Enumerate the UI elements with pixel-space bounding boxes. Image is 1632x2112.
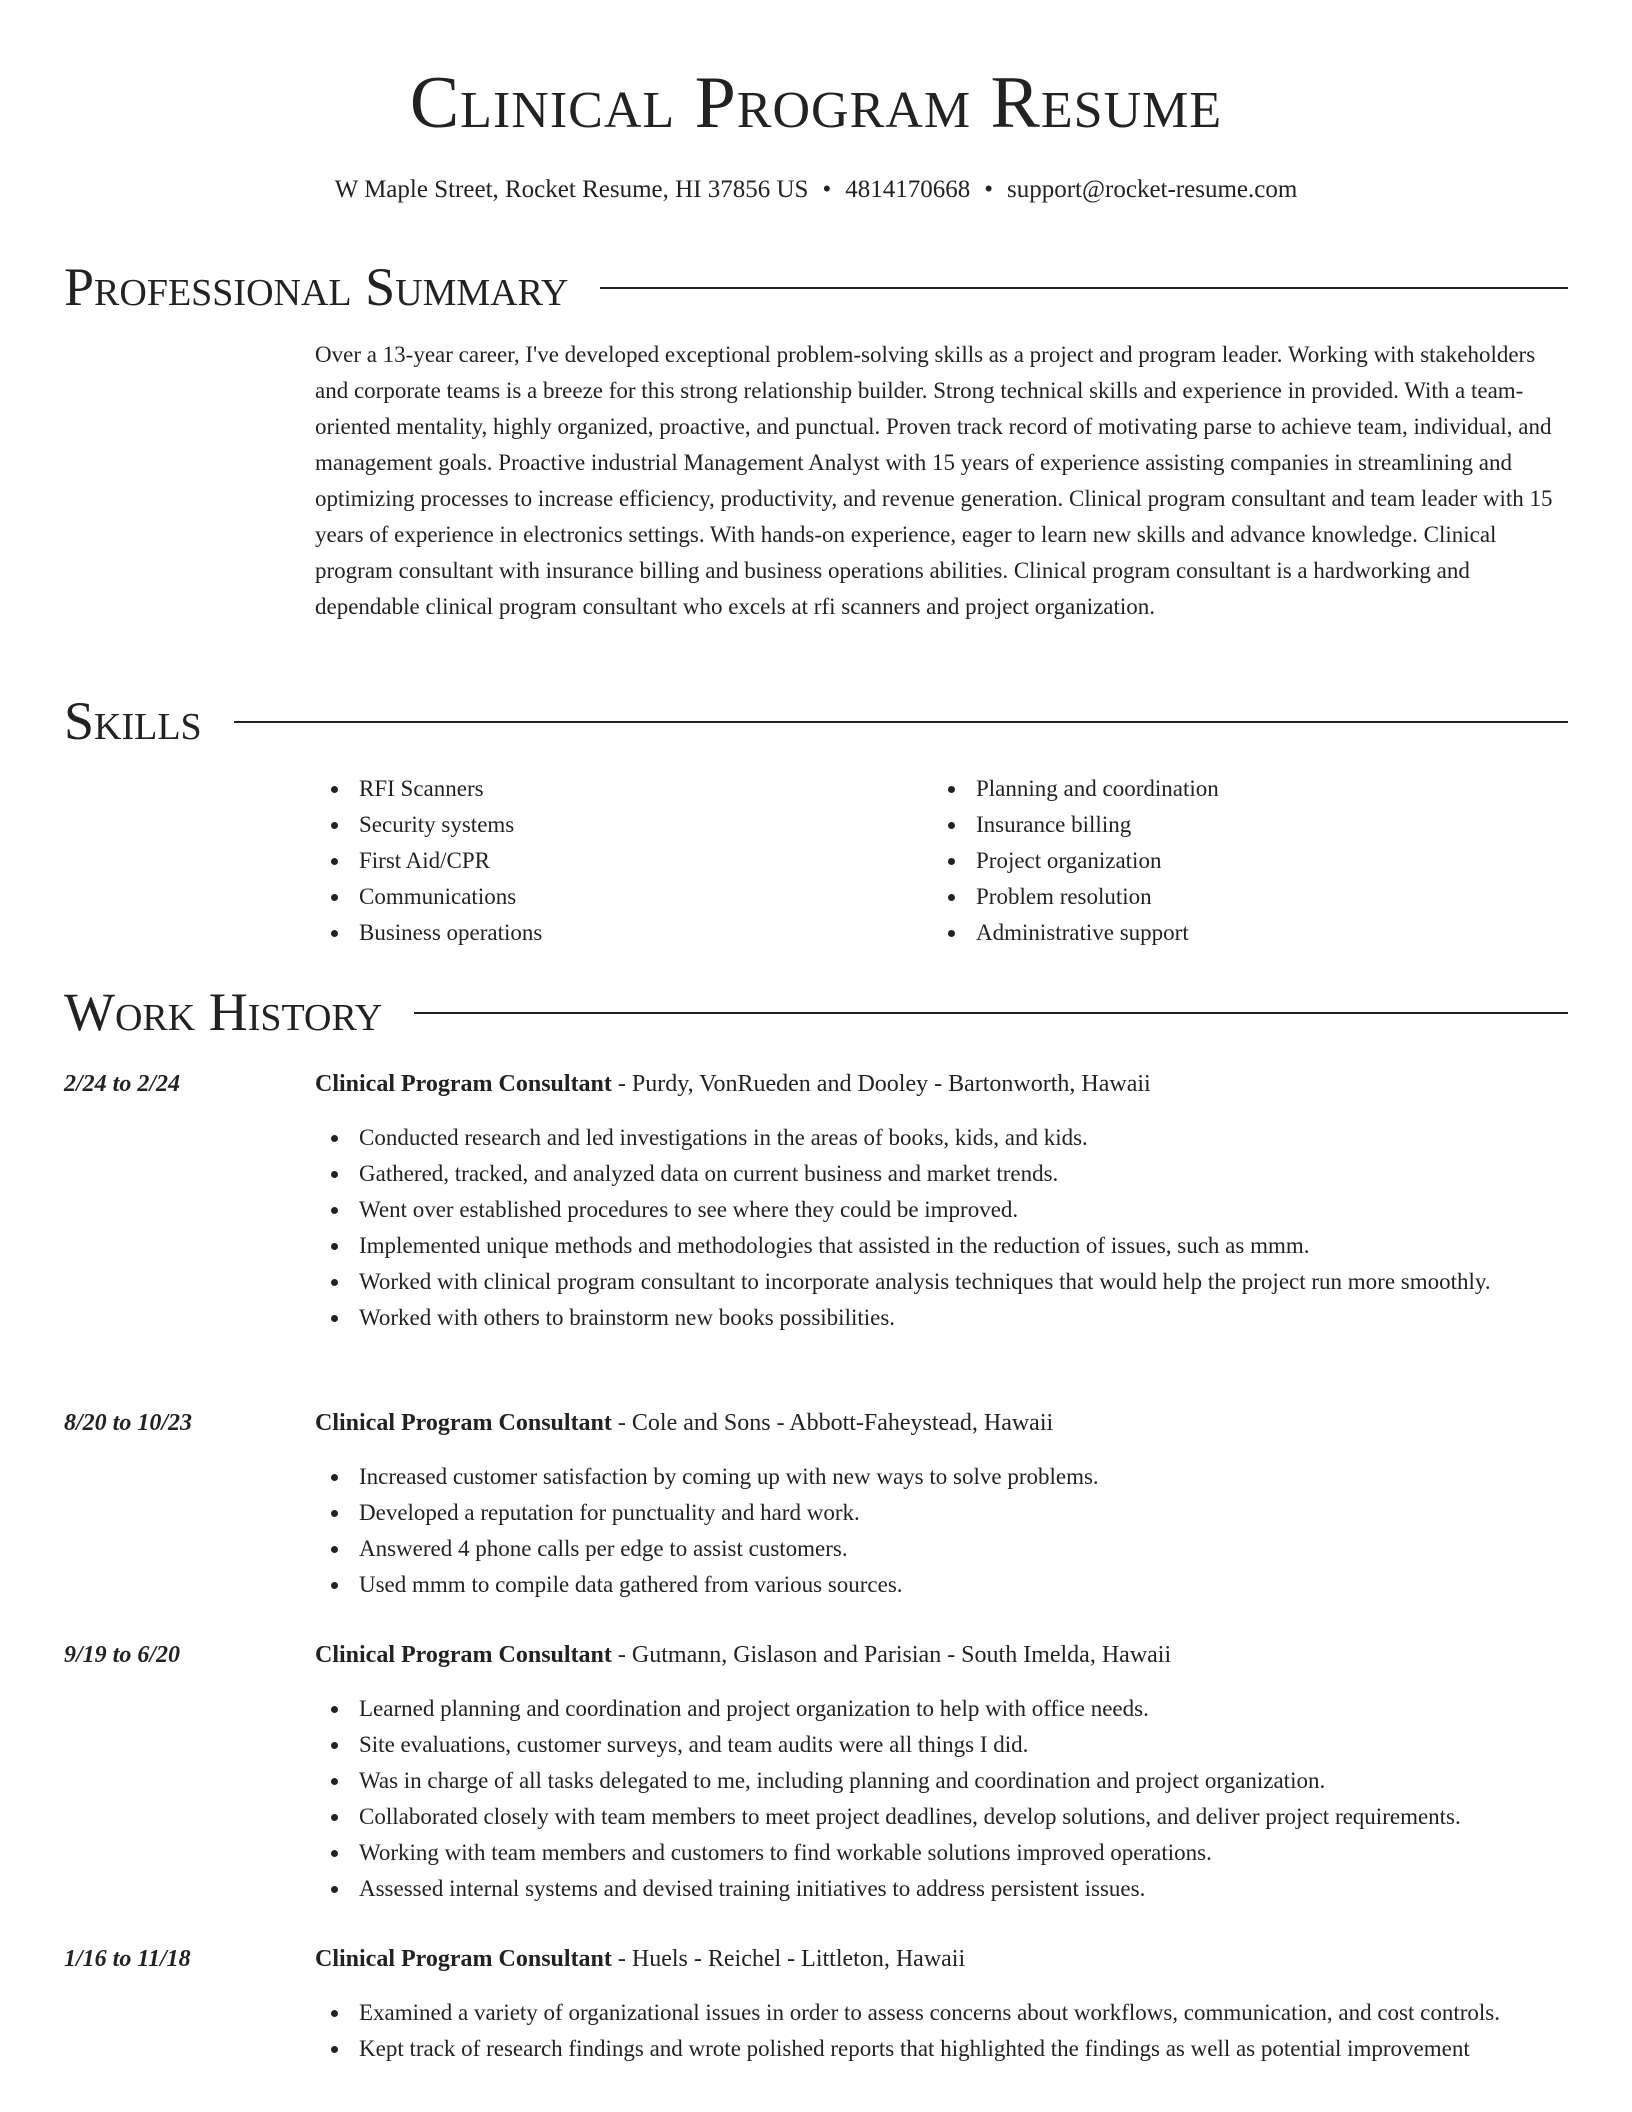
skill-item: Administrative support bbox=[932, 915, 1549, 951]
job-bullet: Increased customer satisfaction by coming up with new ways to solve problems. bbox=[315, 1459, 1568, 1495]
job-bullet: Collaborated closely with team members to meet project deadlines, develop solutions, and deliver project requirements. bbox=[315, 1799, 1568, 1835]
skill-item: First Aid/CPR bbox=[315, 843, 932, 879]
section-title-work: Work History bbox=[64, 982, 383, 1042]
job-employer: - Gutmann, Gislason and Parisian - South Imelda, Hawaii bbox=[611, 1642, 1172, 1668]
job-title: Clinical Program Consultant bbox=[315, 1642, 612, 1668]
phone: 4814170668 bbox=[845, 176, 971, 203]
skill-item: Project organization bbox=[932, 843, 1549, 879]
job-title: Clinical Program Consultant bbox=[315, 1946, 612, 1972]
skills-section-header bbox=[64, 688, 1568, 754]
job-dates: 2/24 to 2/24 bbox=[64, 1071, 181, 1097]
job-heading bbox=[315, 1405, 1053, 1441]
summary-section-header bbox=[64, 254, 1568, 320]
summary-text: Over a 13-year career, I've developed exceptional problem-solving skills as a project and program leader. Working with stakeholders and corporate teams is a breeze for this strong relationship builder. Strong technical skills and experience in provided. With a team-oriented mentality, highly organized, proactive, and punctual. Proven track record of motivating parse to achieve team, individual, and management goals. Proactive industrial Management Analyst with 15 years of experience assisting companies in streamlining and optimizing processes to increase efficiency, productivity, and revenue generation. Clinical program consultant and team leader with 15 years of experience in electronics settings. With hands-on experience, eager to learn new skills and advance knowledge. Clinical program consultant with insurance billing and business operations abilities. Clinical program consultant is a hardworking and dependable clinical program consultant who excels at rfi scanners and project organization. bbox=[315, 342, 1553, 619]
separator: • bbox=[984, 176, 993, 203]
job-bullet: Worked with others to brainstorm new books possibilities. bbox=[315, 1300, 1568, 1336]
job-bullet: Used mmm to compile data gathered from various sources. bbox=[315, 1567, 1568, 1603]
section-title-skills: Skills bbox=[64, 691, 202, 751]
job-heading bbox=[315, 1941, 965, 1977]
skills-list bbox=[315, 771, 1568, 951]
job-bullet: Developed a reputation for punctuality and hard work. bbox=[315, 1495, 1568, 1531]
job-bullet: Assessed internal systems and devised training initiatives to address persistent issues. bbox=[315, 1871, 1568, 1907]
job-bullet: Worked with clinical program consultant to incorporate analysis techniques that would help the project run more smoothly. bbox=[315, 1264, 1568, 1300]
section-title-summary: Professional Summary bbox=[64, 257, 569, 317]
job-employer: - Cole and Sons - Abbott-Faheystead, Hawaii bbox=[611, 1410, 1054, 1436]
job-bullet: Was in charge of all tasks delegated to me, including planning and coordination and project organization. bbox=[315, 1763, 1568, 1799]
skill-item: Insurance billing bbox=[932, 807, 1549, 843]
job-dates: 1/16 to 11/18 bbox=[64, 1946, 191, 1972]
skill-item: Security systems bbox=[315, 807, 932, 843]
job-heading bbox=[315, 1066, 1151, 1102]
job-bullets bbox=[315, 1691, 1568, 1907]
job-bullets bbox=[315, 1459, 1568, 1603]
job-bullet: Conducted research and led investigations in the areas of books, kids, and kids. bbox=[315, 1120, 1568, 1156]
job-heading bbox=[315, 1637, 1171, 1673]
job-bullets bbox=[315, 1120, 1568, 1336]
contact-line bbox=[0, 174, 1632, 206]
section-divider bbox=[414, 1012, 1568, 1014]
job-bullets bbox=[315, 1995, 1568, 2067]
job-bullet: Examined a variety of organizational issues in order to assess concerns about workflows, communication, and cost controls. bbox=[315, 1995, 1568, 2031]
job-bullet: Implemented unique methods and methodologies that assisted in the reduction of issues, such as mmm. bbox=[315, 1228, 1568, 1264]
job-bullet: Gathered, tracked, and analyzed data on current business and market trends. bbox=[315, 1156, 1568, 1192]
job-bullet: Learned planning and coordination and project organization to help with office needs. bbox=[315, 1691, 1568, 1727]
job-bullet: Working with team members and customers to find workable solutions improved operations. bbox=[315, 1835, 1568, 1871]
job-dates: 9/19 to 6/20 bbox=[64, 1642, 181, 1668]
job-employer: - Huels - Reichel - Littleton, Hawaii bbox=[611, 1946, 966, 1972]
skill-item: Problem resolution bbox=[932, 879, 1549, 915]
section-divider bbox=[600, 287, 1568, 289]
job-title: Clinical Program Consultant bbox=[315, 1410, 612, 1436]
separator: • bbox=[822, 176, 832, 203]
resume-title: Clinical Program Resume bbox=[409, 62, 1223, 144]
job-bullet: Answered 4 phone calls per edge to assist customers. bbox=[315, 1531, 1568, 1567]
skills-column-left bbox=[315, 771, 932, 951]
job-title: Clinical Program Consultant bbox=[315, 1071, 612, 1097]
job-dates: 8/20 to 10/23 bbox=[64, 1410, 193, 1436]
skill-item: Communications bbox=[315, 879, 932, 915]
skill-item: RFI Scanners bbox=[315, 771, 932, 807]
job-bullet: Site evaluations, customer surveys, and team audits were all things I did. bbox=[315, 1727, 1568, 1763]
work-section-header bbox=[64, 979, 1568, 1045]
address: W Maple Street, Rocket Resume, HI 37856 US bbox=[334, 176, 809, 203]
skills-column-right bbox=[932, 771, 1549, 951]
email: support@rocket-resume.com bbox=[1007, 176, 1298, 203]
skill-item: Business operations bbox=[315, 915, 932, 951]
skill-item: Planning and coordination bbox=[932, 771, 1549, 807]
job-bullet: Kept track of research findings and wrote polished reports that highlighted the findings as well as potential improvement bbox=[315, 2031, 1568, 2067]
job-employer: - Purdy, VonRueden and Dooley - Bartonworth, Hawaii bbox=[611, 1071, 1151, 1097]
job-bullet: Went over established procedures to see where they could be improved. bbox=[315, 1192, 1568, 1228]
section-divider bbox=[234, 721, 1568, 723]
